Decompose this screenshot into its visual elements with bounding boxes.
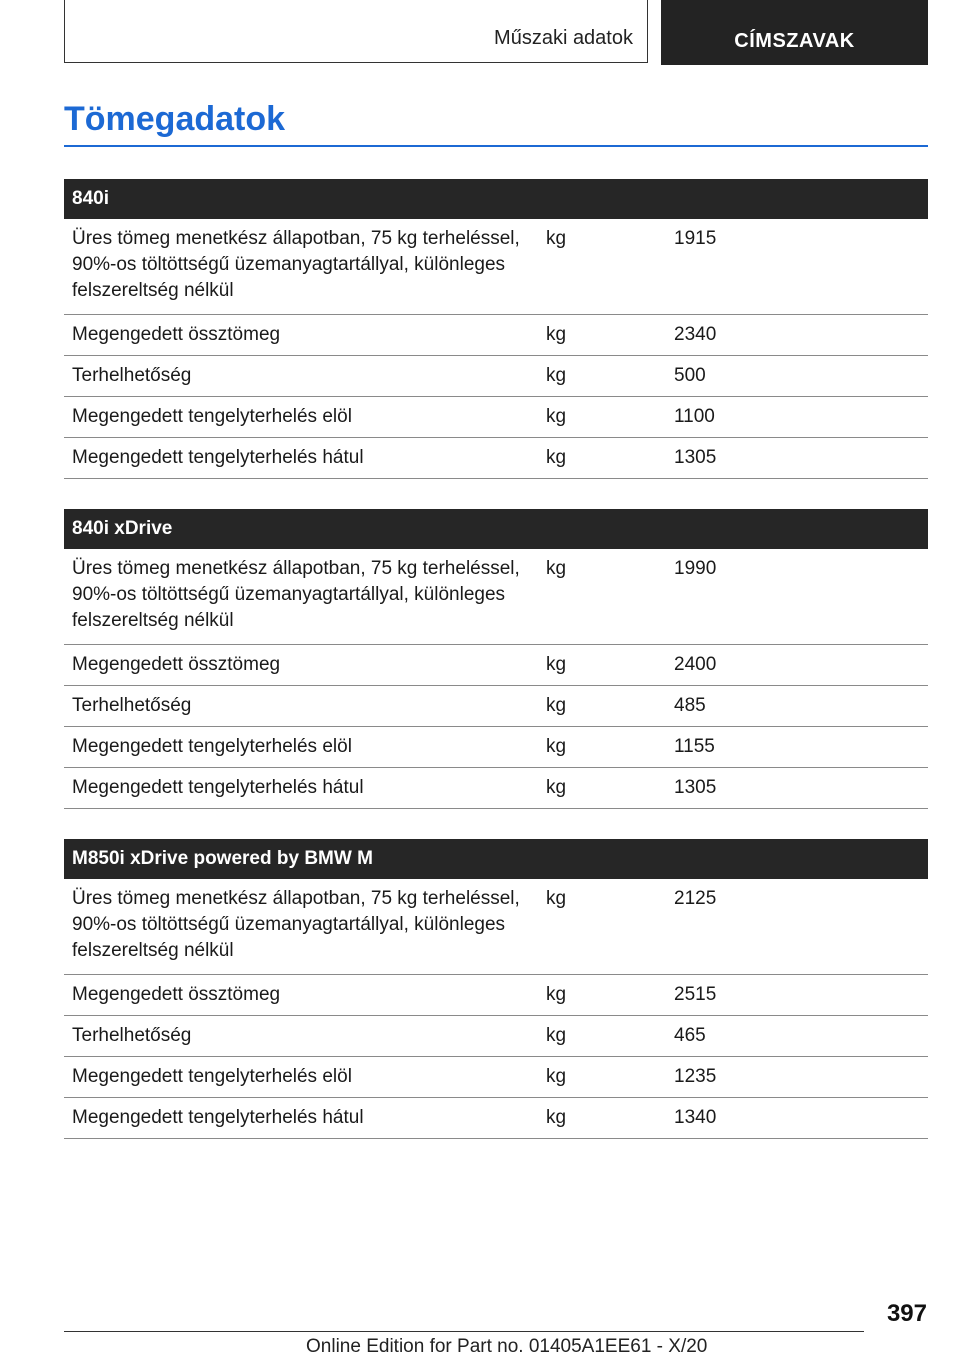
row-label: Megengedett tengelyterhelés hátul (72, 1107, 364, 1128)
row-value: 1915 (674, 228, 717, 249)
section-840i-xdrive (64, 509, 928, 809)
row-value: 1990 (674, 558, 717, 579)
row-value: 1305 (674, 777, 717, 798)
row-value: 465 (674, 1025, 706, 1046)
row-label: Megengedett tengelyterhelés elöl (72, 736, 352, 757)
row-unit: kg (546, 447, 567, 468)
row-value: 500 (674, 365, 706, 386)
row-unit: kg (546, 365, 567, 386)
table-row (64, 219, 928, 315)
table-row (64, 768, 928, 809)
row-label: Üres tömeg menetkész állapotban, 75 kg terheléssel, 90%-os töltöttségű üzemanyagtartállyal, különleges felszereltség nélkül (72, 888, 520, 961)
footer-divider (64, 1331, 864, 1332)
row-unit: kg (546, 984, 567, 1005)
section-840i (64, 179, 928, 479)
row-value: 1100 (674, 406, 715, 427)
weight-tables (64, 179, 928, 1169)
row-label: Megengedett tengelyterhelés hátul (72, 777, 364, 798)
row-value: 2340 (674, 324, 717, 345)
section-m850i-xdrive (64, 839, 928, 1139)
row-value: 1155 (674, 736, 715, 757)
row-unit: kg (546, 324, 567, 345)
row-unit: kg (546, 654, 567, 675)
table-row (64, 356, 928, 397)
section-header: 840i xDrive (64, 509, 928, 549)
page-header (64, 0, 928, 65)
row-unit: kg (546, 777, 567, 798)
keyword-index-tab[interactable]: CÍMSZAVAK (661, 0, 928, 65)
row-label: Üres tömeg menetkész állapotban, 75 kg terheléssel, 90%-os töltöttségű üzemanyagtartállyal, különleges felszereltség nélkül (72, 558, 520, 631)
table-row (64, 397, 928, 438)
row-unit: kg (546, 406, 567, 427)
title-divider (64, 145, 928, 147)
row-label: Megengedett tengelyterhelés elöl (72, 1066, 352, 1087)
row-unit: kg (546, 1025, 567, 1046)
row-value: 2400 (674, 654, 717, 675)
row-unit: kg (546, 736, 567, 757)
row-unit: kg (546, 1066, 567, 1087)
section-header: M850i xDrive powered by BMW M (64, 839, 928, 879)
table-row (64, 686, 928, 727)
row-label: Megengedett össztömeg (72, 984, 281, 1005)
table-row (64, 645, 928, 686)
row-value: 485 (674, 695, 706, 716)
row-label: Terhelhetőség (72, 365, 192, 386)
table-row (64, 975, 928, 1016)
row-unit: kg (546, 558, 567, 579)
page-number: 397 (886, 1300, 927, 1327)
row-value: 1305 (674, 447, 717, 468)
footer-edition-link[interactable]: Online Edition for Part no. 01405A1EE61 - X/20 (306, 1336, 708, 1357)
row-unit: kg (546, 888, 567, 909)
section-tab[interactable]: Műszaki adatok (64, 0, 648, 63)
section-header: 840i (64, 179, 928, 219)
table-row (64, 1098, 928, 1139)
table-row (64, 315, 928, 356)
table-row (64, 727, 928, 768)
table-row (64, 879, 928, 975)
table-row (64, 549, 928, 645)
row-label: Megengedett tengelyterhelés elöl (72, 406, 352, 427)
row-unit: kg (546, 228, 567, 249)
row-unit: kg (546, 695, 567, 716)
row-value: 1340 (674, 1107, 717, 1128)
row-label: Megengedett össztömeg (72, 324, 281, 345)
row-label: Megengedett össztömeg (72, 654, 281, 675)
row-label: Megengedett tengelyterhelés hátul (72, 447, 364, 468)
row-label: Üres tömeg menetkész állapotban, 75 kg terheléssel, 90%-os töltöttségű üzemanyagtartállyal, különleges felszereltség nélkül (72, 228, 520, 301)
table-row (64, 1016, 928, 1057)
table-row (64, 1057, 928, 1098)
row-value: 1235 (674, 1066, 717, 1087)
row-unit: kg (546, 1107, 567, 1128)
table-row (64, 438, 928, 479)
row-value: 2125 (674, 888, 717, 909)
row-label: Terhelhetőség (72, 695, 192, 716)
row-label: Terhelhetőség (72, 1025, 192, 1046)
row-value: 2515 (674, 984, 717, 1005)
page-title: Tömegadatok (64, 100, 286, 138)
